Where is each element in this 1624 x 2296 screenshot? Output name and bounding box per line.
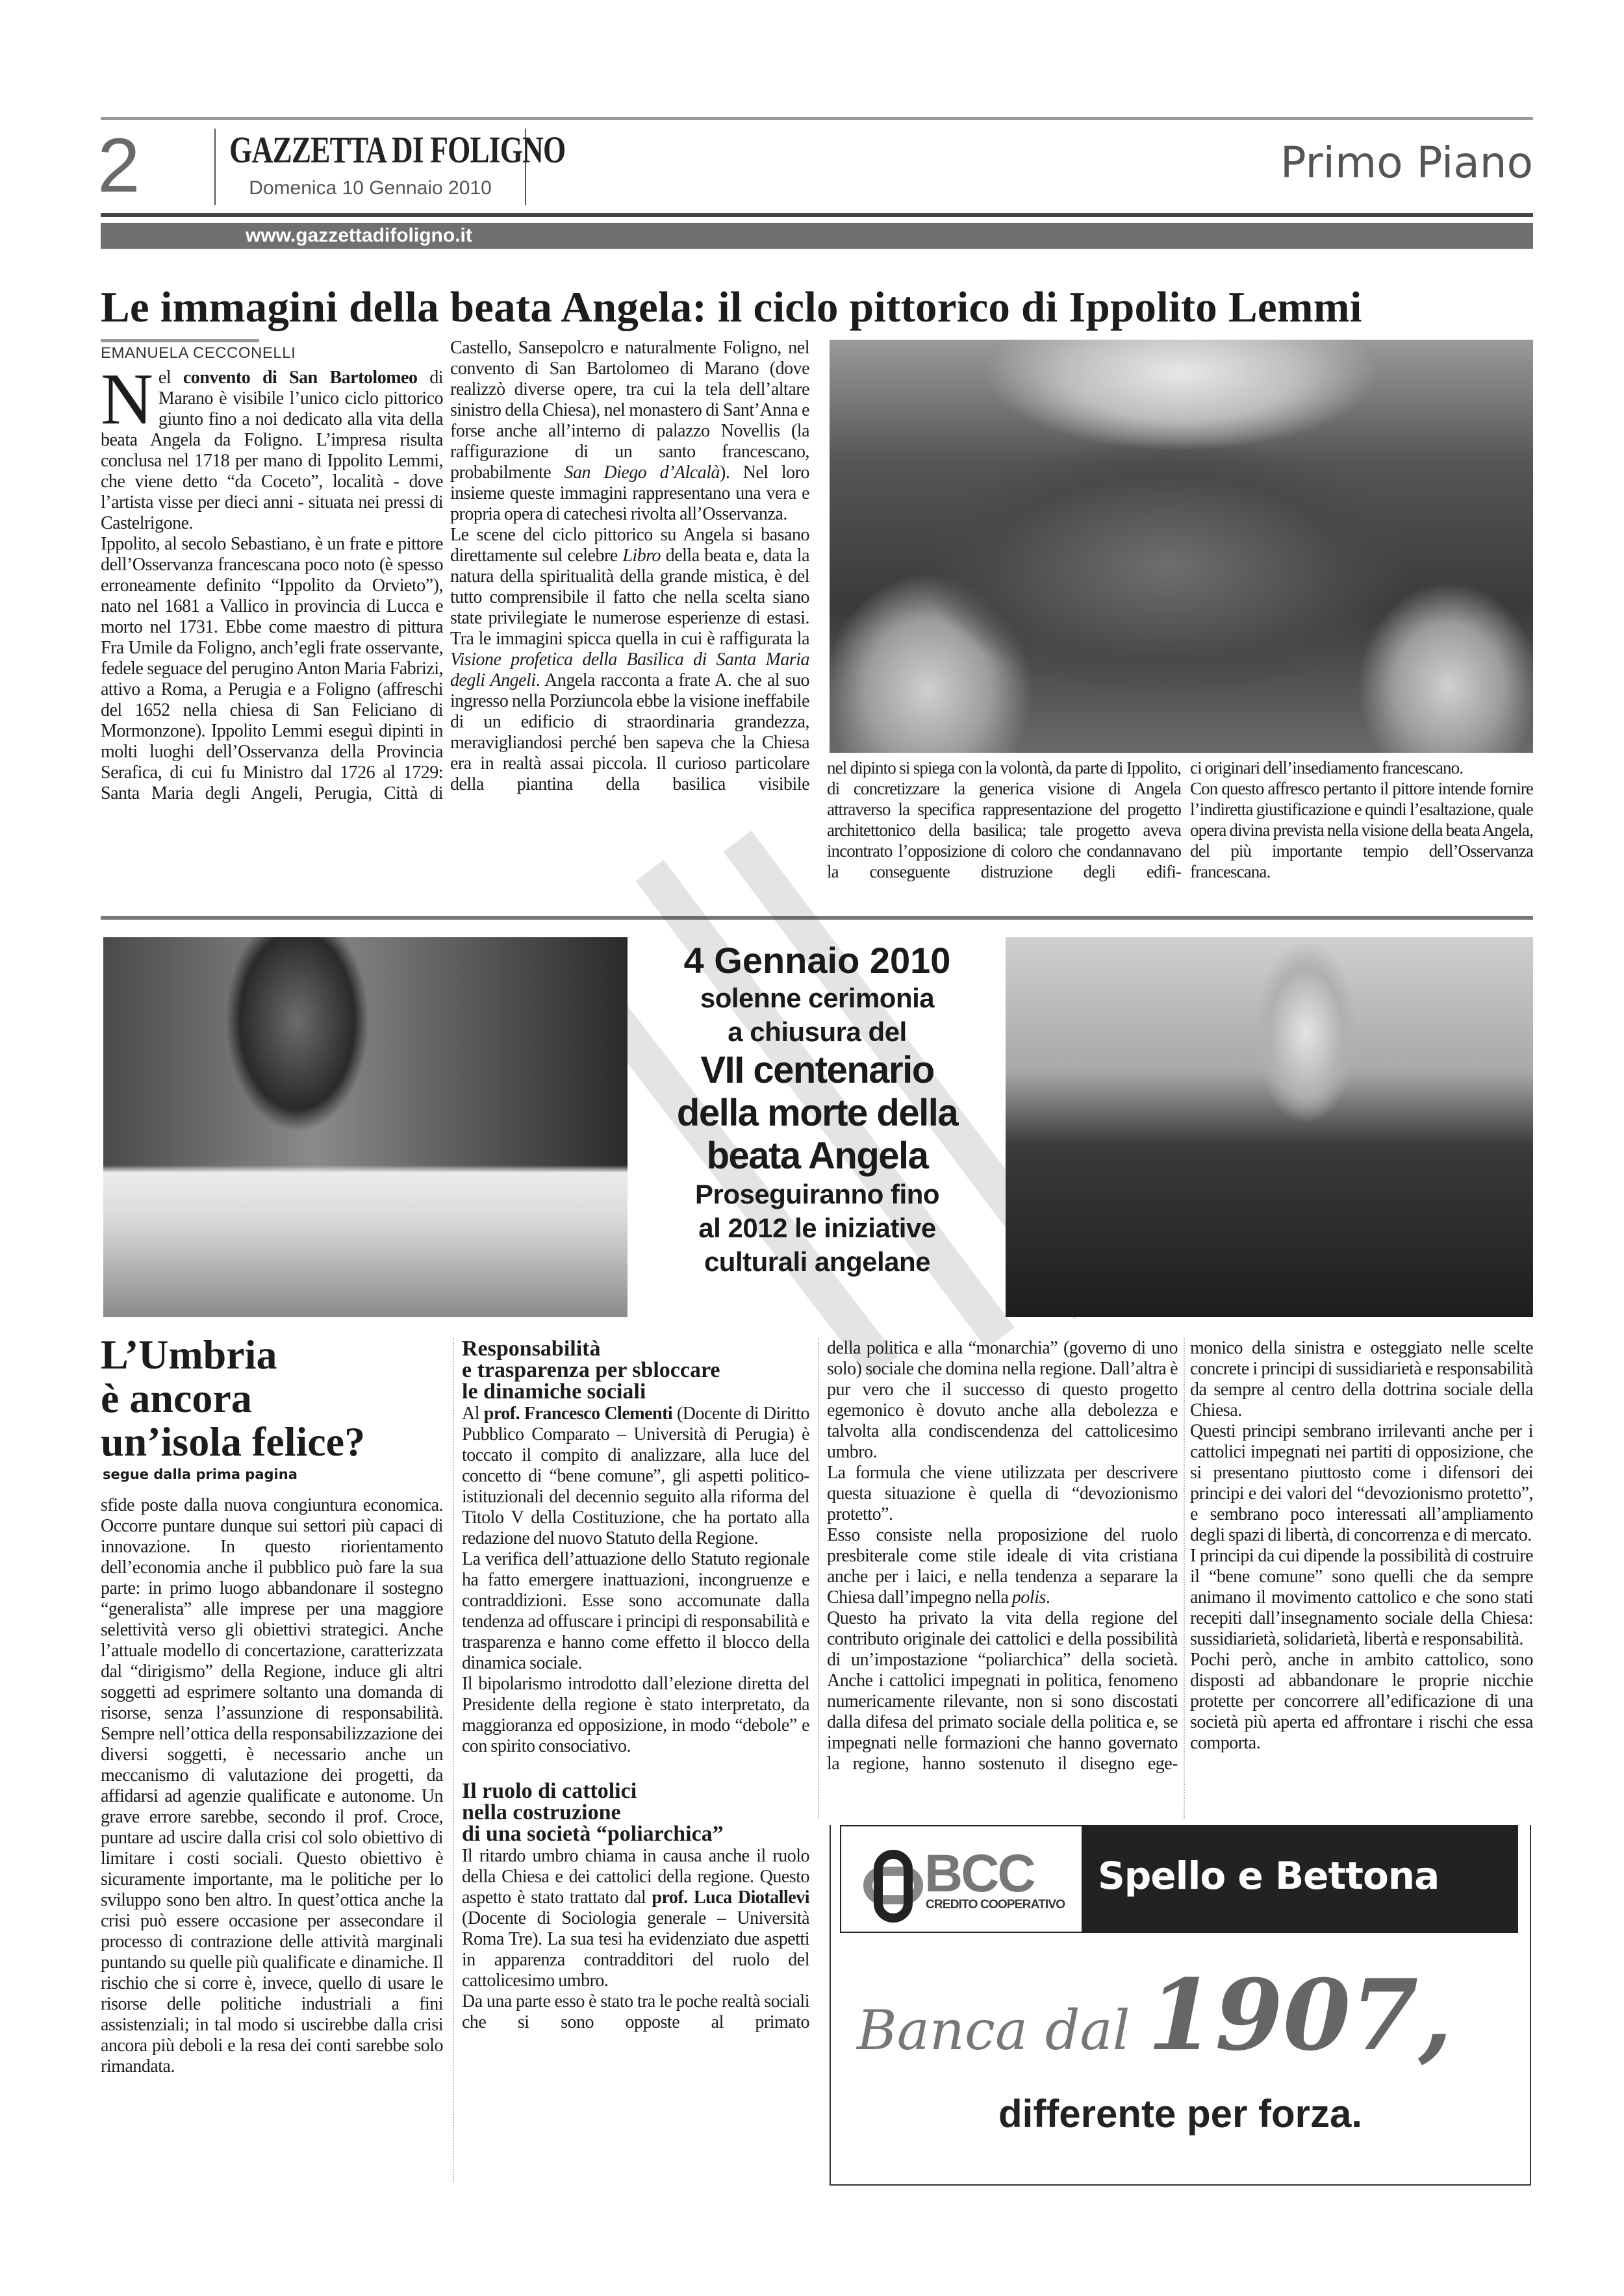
top-rule (101, 117, 1533, 120)
paragraph (827, 1338, 1178, 1463)
paragraph (827, 757, 1181, 882)
masthead (214, 129, 566, 205)
article2-headline (101, 1333, 451, 1463)
column-text (450, 338, 809, 795)
text-run: (Docente di Diritto Pubblico Comparato – Università di Perugia) è toccato il compito di analizzare, alla luce del concetto di “bene comune”, gli aspetti politico-istituzionali del decennio seguito alla riforma del Titolo V della Costituzione, che ha portato alla redazione del nuovo Statuto della Regione. (462, 1404, 809, 1548)
subheading-line: nella costruzione (462, 1800, 621, 1824)
text-run: sfide poste dalla nuova congiuntura economica. Occorre puntare dunque sui settori più capaci di innovazione. In questo riorientamento dell’economia anche il pubblico può fare la sua parte: in primo luogo abbandonare il sostegno “generalista” alle imprese per una maggiore selettività verso gli obiettivi strategici. Anche l’attuale modello di concertazione, caratterizzata dal “dirigismo” della Regione, induce gli altri soggetti ad esprimere soltanto una domanda di risorse, senza l’assunzione di responsabilità. Sempre nell’ottica della responsabilizzazione dei diversi soggetti, è necessario anche un meccanismo di valutazione dei progetti, da affidarsi ad agenzie qualificate e autonome. Un grave errore sarebbe, secondo il prof. Croce, puntare ad uscire dalla crisi col solo obiettivo di limitare i costi sociali. Questo obiettivo è sicuramente importante, ma le politiche per lo sviluppo sono ben altro. In quest’ottica anche la crisi può essere occasione per assecondare il processo di contrazione delle attività marginali puntando su quelle più qualificate e dinamiche. Il rischio che si corre è, invece, quello di usare le risorse delle politiche industriali a fini assistenziali; in tal modo si uscirebbe dalla crisi ancora più deboli e la resa dei conti sarebbe solo rimandata. (101, 1495, 443, 2076)
event-line: culturali angelane (704, 1246, 931, 1277)
logo-subtext: CREDITO COOPERATIVO (926, 1898, 1065, 1911)
paragraph (450, 525, 809, 795)
logo-ring-icon (874, 1850, 913, 1923)
article2-column-2 (462, 1338, 809, 2033)
article2-column-3 (827, 1338, 1178, 1774)
branch-name: Spello e Bettona (1098, 1854, 1440, 1898)
event-line: Proseguiranno fino (694, 1179, 939, 1209)
subheading-line: di una società “poliarchica” (462, 1822, 724, 1846)
text-run: . Angela racconta a frate A. che al suo ingresso nella Porziuncola ebbe la visione ineffabile di un edificio di straordinaria grandezza, meravigliandosi perché ben sapeva che la Chiesa era in realtà assai piccola. Il curioso particolare della piantina della basilica visibile (450, 670, 809, 794)
text-run: La verifica dell’attuazione dello Statuto regionale ha fatto emergere inattuazioni, incongruenze e contraddizioni. Esse sono accomunate dalla tendenza ad offuscare i principi di responsabilità e trasparenza e hanno come effetto il blocco della dinamica sociale. (462, 1549, 809, 1673)
paragraph (827, 1463, 1178, 1525)
paragraph (827, 1525, 1178, 1608)
byline: EMANUELA CECCONELLI (101, 344, 296, 362)
column-text (827, 757, 1181, 882)
event-line: a chiusura del (728, 1016, 907, 1047)
event-line: solenne cerimonia (700, 983, 935, 1013)
section-title: Primo Piano (1280, 138, 1533, 188)
paragraph (462, 1549, 809, 1674)
headline-line: L’Umbria (101, 1331, 277, 1378)
text-run: . (1045, 1587, 1050, 1608)
event-date: 4 Gennaio 2010 (683, 940, 951, 981)
column-text (462, 1846, 809, 2033)
text-run: Il ritardo umbro chiama in causa anche il ruolo della Chiesa e dei cattolici della regione. Questo aspetto è stato trattato dal (462, 1846, 809, 1908)
paragraph (462, 1404, 809, 1549)
masthead-title: GAZZETTA DI FOLIGNO (229, 129, 566, 171)
text-run: I principi da cui dipende la possibilità di costruire il “bene comune” sono quelli che da sempre animano il movimento cattolico e che sono stati recepiti dall’insegnamento sociale della Chiesa: sussidiarietà, solidarietà, libertà e responsabilità. (1190, 1546, 1533, 1649)
article-column-4 (1190, 757, 1533, 882)
slogan-text: Banca dal (857, 1999, 1130, 2062)
event-title: VII centenario (700, 1049, 934, 1091)
paragraph (1190, 1546, 1533, 1650)
headline-line: un’isola felice? (101, 1419, 366, 1465)
event-caption-box (635, 937, 1000, 1317)
event-title: beata Angela (706, 1135, 928, 1177)
text-run: La formula che viene utilizzata per descrivere questa situazione è quella di “devozionismo protetto”. (827, 1463, 1178, 1524)
header-rule (101, 213, 1533, 217)
subheading-line: le dinamiche sociali (462, 1380, 646, 1404)
event-title: della morte della (676, 1092, 958, 1134)
text-run: el (158, 368, 183, 388)
bold-text: prof. Francesco Clementi (483, 1404, 673, 1424)
subheading (462, 1338, 809, 1402)
column-text (827, 1338, 1178, 1774)
byline-rule (101, 339, 259, 342)
text-run: della beata e, data la natura della spiritualità della grande mistica, è del tutto comprensibile il fatto che nella scelta siano state privilegiate le numerose esperienze di estasi. Tra le immagini spicca quella in cui è raffigurata la (450, 546, 810, 649)
text-run: Castello, Sansepolcro e naturalmente Foligno, nel convento di San Bartolomeo di Marano (dove realizzò diverse opere, tra cui la tela dell’altare sinistro della Chiesa), nel monastero di Sant’Anna e forse anche all’interno di palazzo Novellis (la raffigurazione di un santo francescano, probabilmente (450, 338, 809, 483)
altar-ceremony-photo (103, 937, 628, 1317)
bcc-logo (841, 1826, 1082, 1932)
paragraph (1190, 1421, 1533, 1546)
column-text (1190, 757, 1533, 882)
fresco-photo (830, 340, 1533, 753)
subheading-line: Responsabilità (462, 1337, 601, 1361)
drop-cap: N (101, 359, 153, 440)
article-headline: Le immagini della beata Angela: il ciclo pittorico di Ippolito Lemmi (101, 283, 1362, 331)
paragraph (1190, 1338, 1533, 1421)
ad-tagline: differente per forza. (998, 2092, 1363, 2136)
paragraph (101, 1495, 443, 2077)
subheading-line: Il ruolo di cattolici (462, 1779, 637, 1803)
bold-text: prof. Luca Diotallevi (652, 1887, 809, 1908)
paragraph (462, 1991, 809, 2033)
text-run: (Docente di Sociologia generale – Università Roma Tre). La sua tesi ha evidenziato due aspetti in apparenza contradditori del ruolo del cattolicesimo umbro. (462, 1908, 809, 1991)
paragraph (101, 534, 443, 804)
text-run: monico della sinistra e osteggiato nelle scelte concrete i principi di sussidiarietà e responsabilità da sempre al centro della dottrina sociale della Chiesa. (1190, 1338, 1533, 1420)
subheading (462, 1780, 809, 1845)
italic-text: polis (1011, 1587, 1046, 1608)
issue-date: Domenica 10 Gennaio 2010 (249, 177, 492, 199)
italic-text: Libro (622, 546, 661, 566)
column-divider (453, 1338, 454, 2182)
paragraph (1190, 1650, 1533, 1754)
article-column-3 (827, 757, 1181, 882)
ad-slogan (857, 1958, 1453, 2073)
subheading-line: e trasparenza per sbloccare (462, 1358, 720, 1382)
text-run: Al (462, 1404, 484, 1424)
text-run: Esso consiste nella proposizione del ruolo presbiterale come stile ideale di vita cristiana anche per i laici, e nella tendenza a separare la Chiesa dall’impegno nella (827, 1525, 1178, 1608)
text-run: della politica e alla “monarchia” (governo di uno solo) sociale che domina nella regione. Dall’altra è pur vero che il successo di questo progetto egemonico è dovuto anche alla debolezza e talvolta alla condiscendenza del cattolicesimo umbro. (827, 1338, 1178, 1462)
paragraph (462, 1674, 809, 1757)
text-run: Questo ha privato la vita della regione del contributo originale dei cattolici e della possibilità di un’impostazione “poliarchica” della società. Anche i cattolici impegnati in politica, fenomeno numericamente rilevante, non si sono discostati dalla difesa del primato sociale della politica e, se impegnati nelle formazioni che hanno governato la regione, hanno sostenuto il disegno ege- (827, 1608, 1178, 1774)
column-text (1190, 1338, 1533, 1754)
paragraph (1190, 778, 1533, 882)
text-run: ci originari dell’insediamento francescano. (1190, 758, 1464, 777)
paragraph (462, 1846, 809, 1991)
text-run: Questi principi sembrano irrilevanti anche per i cattolici impegnati nei partiti di opposizione, che si presentano piuttosto come i difensori dei principi e dei valori del “devozionismo protetto”, e sembrano poco interessati all’ampliamento degli spazi di libertà, di concorrenza e di mercato. (1190, 1421, 1533, 1545)
column-text (462, 1404, 809, 1757)
column-divider (1184, 1338, 1185, 1819)
continuation-kicker: segue dalla prima pagina (103, 1467, 298, 1482)
logo-text: BCC (924, 1844, 1034, 1903)
column-text (101, 359, 443, 804)
column-divider (818, 1338, 819, 1819)
text-run: di Marano è visibile l’unico ciclo pittorico giunto fino a noi dedicato alla vita della beata Angela da Foligno. L’impresa risulta conclusa nel 1718 per mano di Ippolito Lemmi, che viene detto “da Coceto”, località - dove l’artista visse per dieci anni - situata nei pressi di Castelrigone. (101, 368, 443, 533)
founding-year: 1907, (1147, 1958, 1453, 2073)
article2-column-4 (1190, 1338, 1533, 1754)
event-line: al 2012 le iniziative (698, 1213, 936, 1243)
bold-text: convento di San Bartolomeo (183, 368, 418, 388)
headline-line: è ancora (101, 1375, 252, 1421)
text-run: ). Nel loro insieme queste immagini rappresentano una vera e propria opera di catechesi rivolta all’Osservanza. (450, 462, 809, 524)
article2-column-1 (101, 1495, 443, 2077)
page-number: 2 (97, 123, 140, 208)
congregation-photo (1006, 937, 1533, 1317)
article-column-1 (101, 359, 443, 804)
text-run: Con questo affresco pertanto il pittore intende fornire l’indiretta giustificazione e quindi l’esaltazione, quale opera divina prevista nella visione della beata Angela, del più importante tempio dell’Osservanza francescana. (1190, 779, 1533, 881)
article-column-2 (450, 338, 809, 795)
text-run: Ippolito, al secolo Sebastiano, è un frate e pittore dell’Osservanza francescana poco noto (è spesso erroneamente definito “Ippolito da Orvieto”), nato nel 1681 a Vallico in provincia di Lucca e morto nel 1731. Ebbe come maestro di pittura Fra Umile da Foligno, anch’egli frate osservante, fedele seguace del perugino Anton Maria Fabrizi, attivo a Roma, a Perugia e a Foligno (affreschi del 1652 nella chiesa di San Feliciano di Mormonzone). Ippolito Lemmi eseguì dipinti in molti luoghi dell’Osservanza della Provincia Serafica, di cui fu Ministro dal 1726 al 1729: Santa Maria degli Angeli, Perugia, Città di (101, 534, 443, 803)
italic-text: San Diego d’Alcalà (564, 462, 720, 483)
ad-banner (840, 1825, 1518, 1933)
text-run: Pochi però, anche in ambito cattolico, sono disposti ad abbandonare le proprie nicchie protette per concorrere all’edificazione di una società più aperta ed affrontare i rischi che essa comporta. (1190, 1650, 1533, 1753)
column-text (101, 1495, 443, 2077)
bcc-advertisement[interactable] (830, 1825, 1531, 2186)
website-link[interactable]: www.gazzettadifoligno.it (246, 225, 472, 246)
italic-text: Visione profetica della Basilica di Santa Maria degli Angeli (450, 650, 809, 690)
text-run: Da una parte esso è stato tra le poche realtà sociali che si sono opposte al primato (462, 1991, 809, 2032)
paragraph (1190, 757, 1533, 778)
section-rule (101, 916, 1533, 920)
paragraph (450, 338, 809, 525)
text-run: Il bipolarismo introdotto dall’elezione diretta del Presidente della regione è stato interpretato, da maggioranza ed opposizione, in modo “debole” e con spirito consociativo. (462, 1674, 809, 1756)
text-run: Le scene del ciclo pittorico su Angela si basano direttamente sul celebre (450, 525, 809, 566)
paragraph (827, 1608, 1178, 1774)
text-run: nel dipinto si spiega con la volontà, da parte di Ippolito, di concretizzare la generica visione di Angela attraverso la specifica rappresentazione del progetto architettonico della basilica; tale progetto aveva incontrato l’opposizione di coloro che condannavano la conseguente distruzione degli edifi- (827, 758, 1181, 881)
